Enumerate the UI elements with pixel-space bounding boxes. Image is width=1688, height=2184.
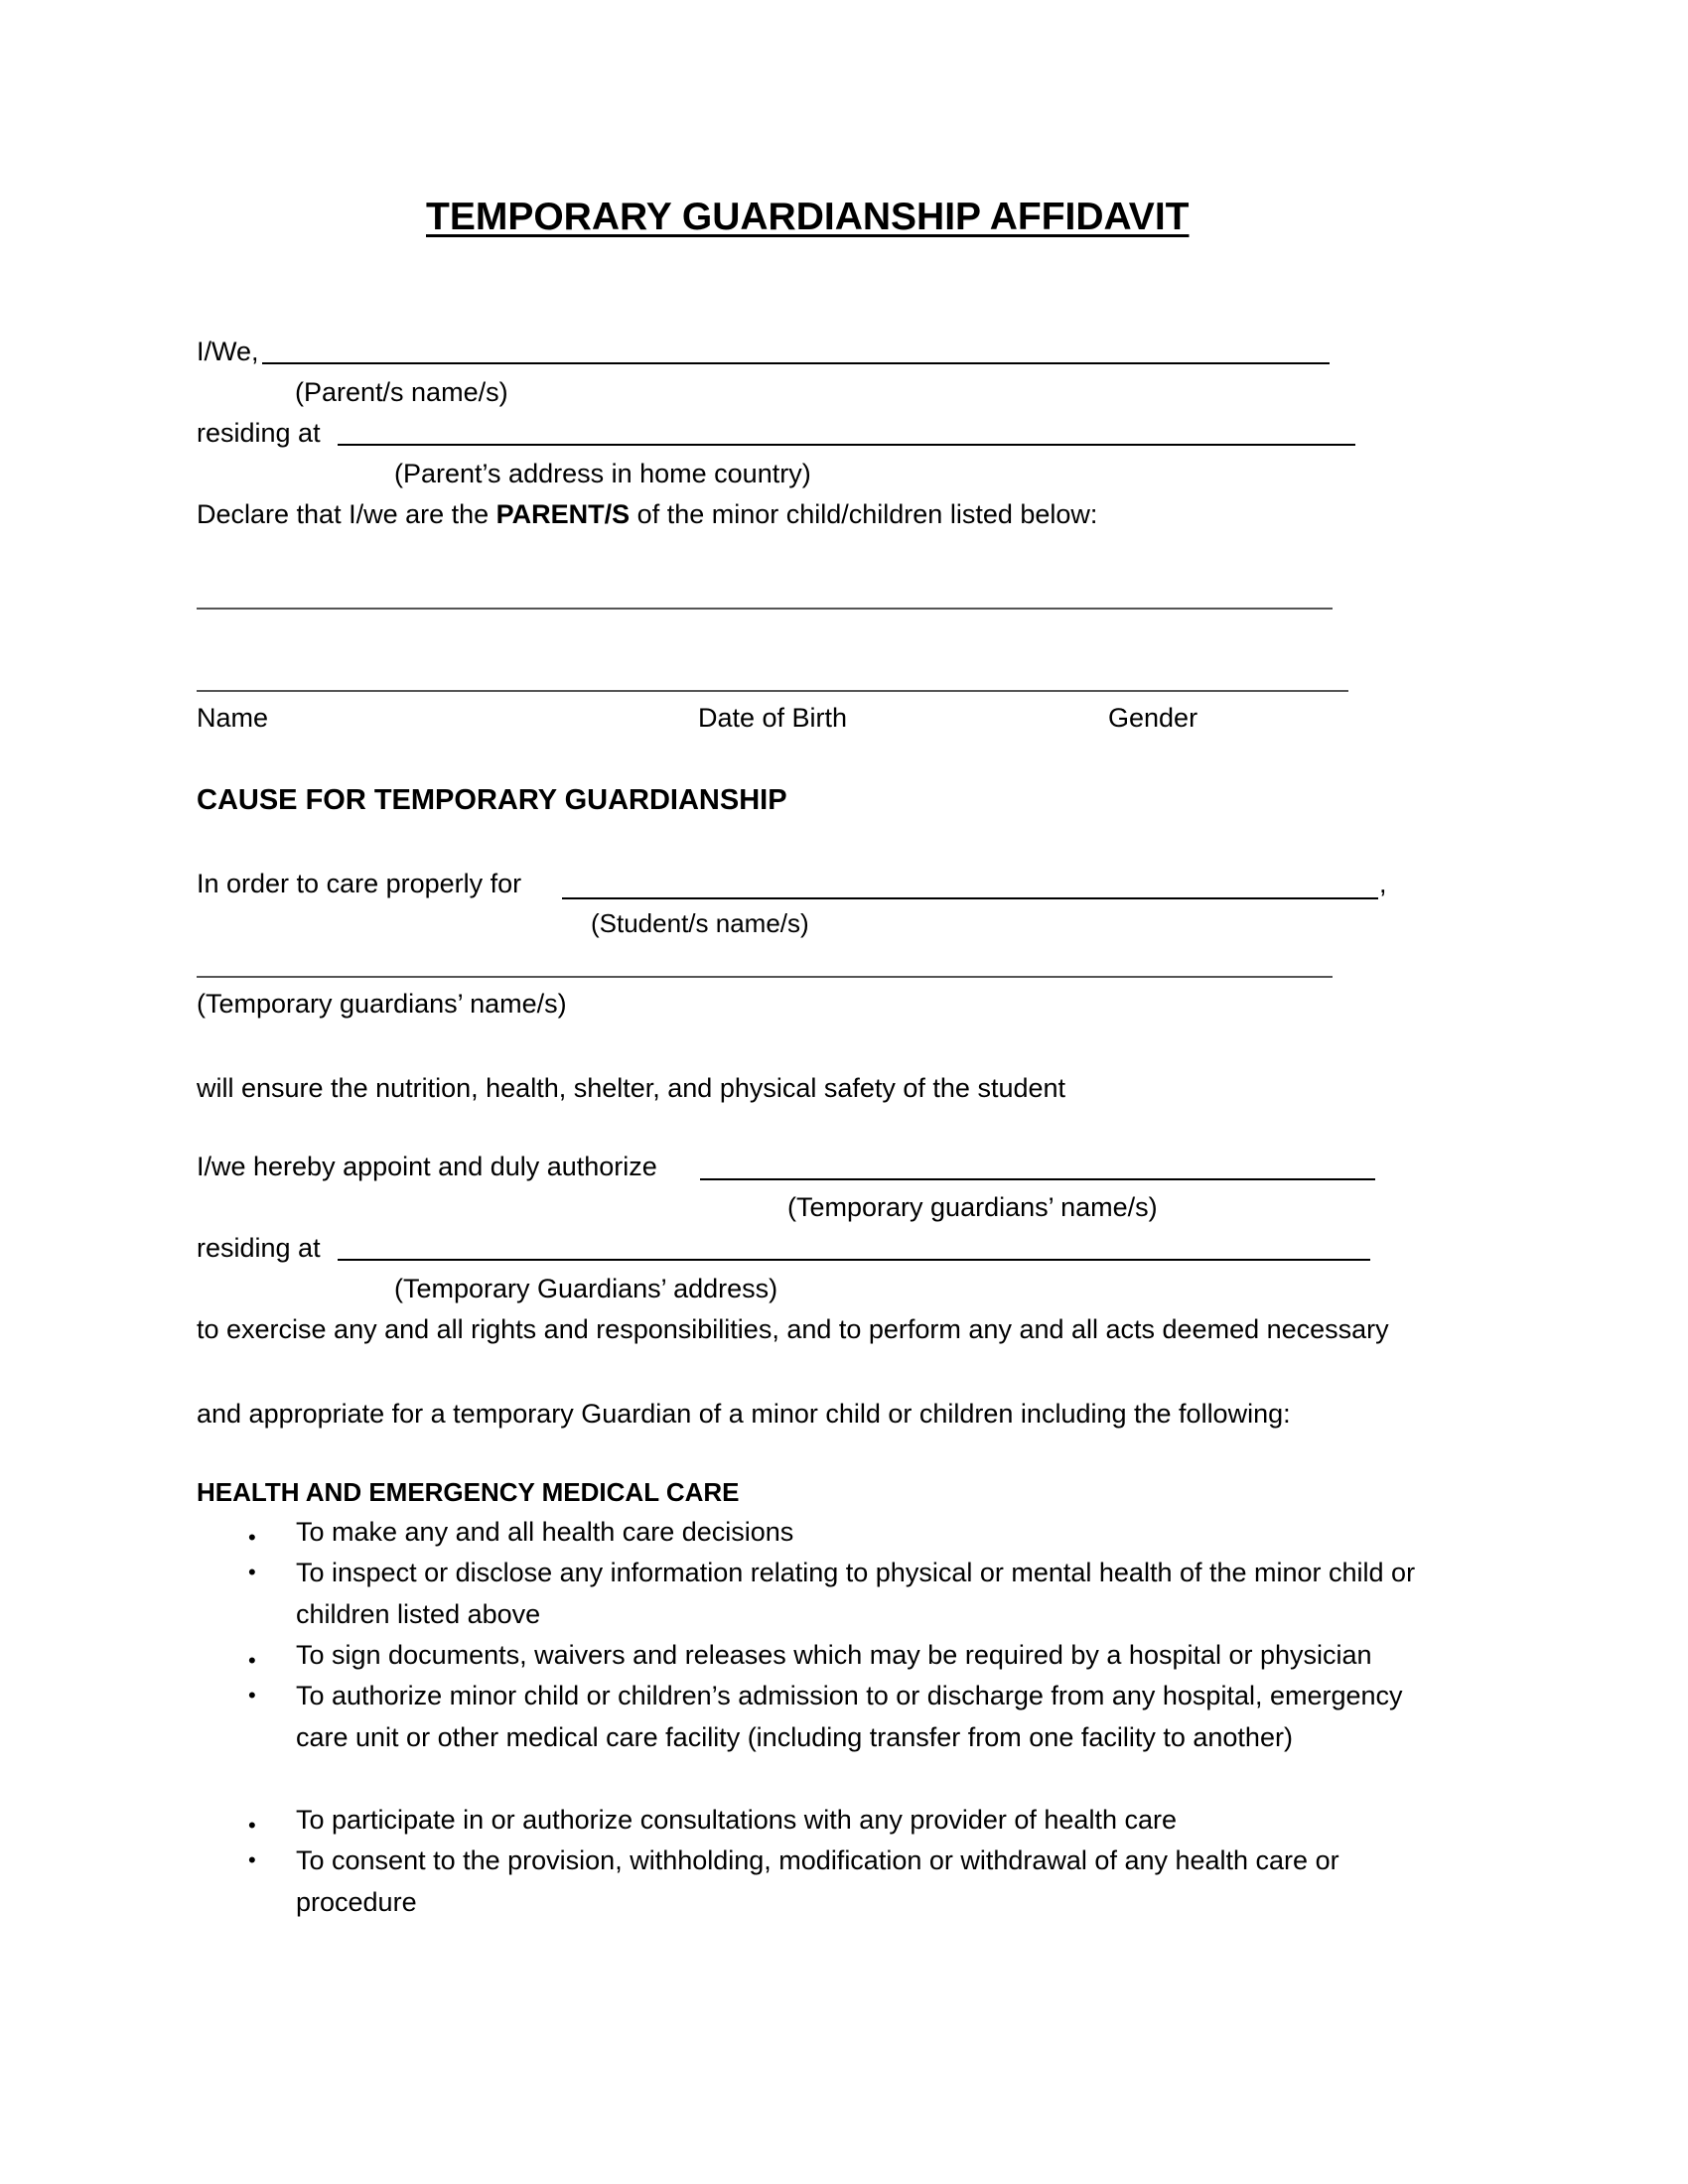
appoint-label: I/we hereby appoint and duly authorize — [197, 1152, 657, 1181]
health-item: To sign documents, waivers and releases which may be required by a hospital or physician — [296, 1640, 1372, 1670]
guardian-address-caption: (Temporary Guardians’ address) — [394, 1274, 778, 1303]
guardian-address-field[interactable] — [338, 1259, 1370, 1261]
parent-address-field[interactable] — [338, 444, 1355, 446]
care-label: In order to care properly for — [197, 869, 522, 898]
student-names-caption: (Student/s name/s) — [591, 908, 809, 938]
bullet-icon: • — [248, 1683, 256, 1707]
parent-address-caption: (Parent’s address in home country) — [394, 459, 811, 488]
guardian-residing-label: residing at — [197, 1233, 321, 1263]
student-names-field[interactable] — [562, 897, 1378, 899]
appoint-guardians-field[interactable] — [700, 1178, 1375, 1180]
parent-emphasis: PARENT/S — [495, 499, 631, 529]
bullet-icon: • — [248, 1648, 256, 1673]
care-suffix: , — [1379, 869, 1387, 898]
bullet-icon: • — [248, 1813, 256, 1838]
health-item: To authorize minor child or children’s admission to or discharge from any hospital, emergency care unit or other medical care facility (including transfer from one facility to another) — [296, 1681, 1403, 1752]
bullet-icon: • — [248, 1847, 256, 1872]
parent-names-field[interactable] — [262, 362, 1330, 364]
col-name-header: Name — [197, 703, 269, 733]
appropriate-statement: and appropriate for a temporary Guardian of a minor child or children including the following: — [197, 1399, 1291, 1429]
child-entry-line-1[interactable] — [197, 608, 1333, 610]
cause-heading: CAUSE FOR TEMPORARY GUARDIANSHIP — [197, 784, 787, 816]
health-heading: HEALTH AND EMERGENCY MEDICAL CARE — [197, 1477, 740, 1507]
appoint-guardians-caption: (Temporary guardians’ name/s) — [787, 1192, 1158, 1222]
declare-statement: Declare that I/we are the PARENT/S of the minor child/children listed below: — [197, 499, 1098, 529]
col-gender-header: Gender — [1108, 703, 1198, 733]
temporary-guardians-caption: (Temporary guardians’ name/s) — [197, 989, 567, 1019]
health-item: To make any and all health care decisions — [296, 1517, 794, 1547]
col-dob-header: Date of Birth — [698, 705, 848, 731]
parent-names-caption: (Parent/s name/s) — [295, 377, 508, 407]
health-item: To consent to the provision, withholding, modification or withdrawal of any health care or procedure — [296, 1845, 1339, 1917]
bullet-icon: • — [248, 1560, 256, 1584]
temporary-guardians-line[interactable] — [197, 976, 1333, 978]
child-entry-line-2[interactable] — [197, 690, 1348, 692]
health-item: To inspect or disclose any information relating to physical or mental health of the minor child or children listed above — [296, 1558, 1416, 1629]
residing-label: residing at — [197, 418, 321, 448]
iwe-label: I/We, — [197, 337, 259, 366]
document-title: TEMPORARY GUARDIANSHIP AFFIDAVIT — [426, 196, 1190, 238]
ensure-statement: will ensure the nutrition, health, shelter, and physical safety of the student — [197, 1073, 1066, 1103]
bullet-icon: • — [248, 1525, 256, 1550]
exercise-statement: to exercise any and all rights and responsibilities, and to perform any and all acts deemed necessary — [197, 1314, 1389, 1344]
health-item: To participate in or authorize consultations with any provider of health care — [296, 1805, 1177, 1835]
